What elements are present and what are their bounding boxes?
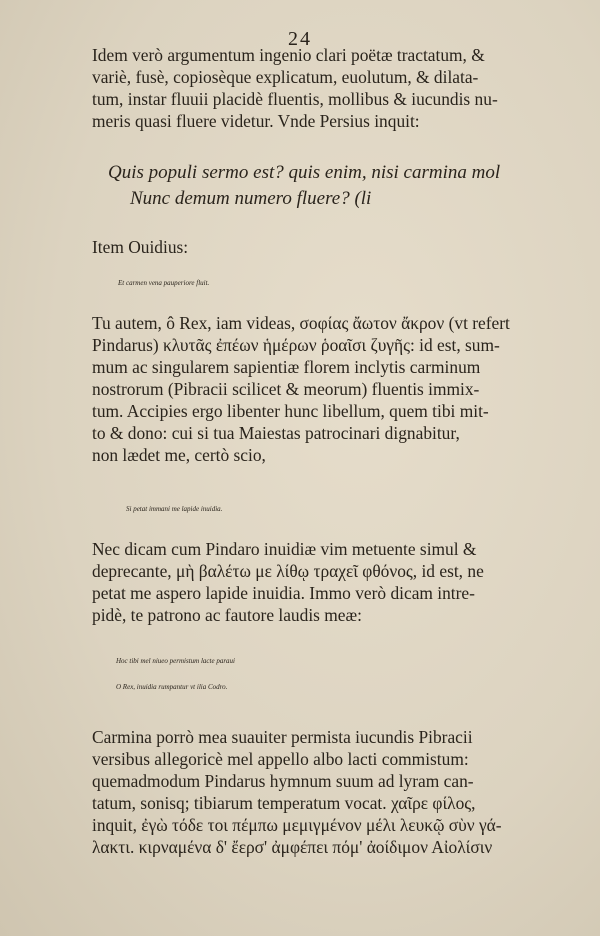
- text-line: tatum, sonisq; tibiarum temperatum vocat. χαῖρε φίλος,: [92, 793, 476, 813]
- text-line: variè, fusè, copiosèque explicatum, euolutum, & dilata-: [92, 67, 479, 87]
- quote-persius: [108, 160, 588, 212]
- text-line: versibus allegoricè mel appello albo lacti commistum:: [92, 749, 469, 769]
- paragraph-2: [92, 312, 572, 466]
- quote-ovid: [118, 270, 598, 296]
- verse-line: Nunc demum numero fluere? (li: [130, 188, 372, 209]
- text-line: pidè, te patrono ac fautore laudis meæ:: [92, 605, 362, 625]
- text-line: λακτι. κιρναμένα δ' ἔερσ' ἀμφέπει πόμ' ἀοίδιμον Αἰολίσιν: [92, 837, 493, 857]
- quote-mel: [116, 648, 596, 700]
- paragraph-4: [92, 726, 572, 858]
- text-line: tum, instar fluuii placidè fluentis, mollibus & iucundis nu-: [92, 89, 498, 109]
- text-line: meris quasi fluere videtur. Vnde Persius inquit:: [92, 111, 420, 131]
- quote-inuidia: [126, 496, 600, 522]
- text-line: deprecante, μὴ βαλέτω με λίθῳ τραχεῖ φθόνος, id est, ne: [92, 561, 484, 581]
- text-line: Idem verò argumentum ingenio clari poëtæ tractatum, &: [92, 45, 485, 65]
- verse-line: O Rex, inuidia rumpantur vt ilia Codro.: [116, 683, 228, 691]
- text-line: nostrorum (Pibracii scilicet & meorum) fluentis immix-: [92, 379, 480, 399]
- text-line: Tu autem, ô Rex, iam videas, σοφίας ἄωτον ἄκρον (vt refert: [92, 313, 510, 333]
- text-line: to & dono: cui si tua Maiestas patrocinari dignabitur,: [92, 423, 460, 443]
- verse-line: Et carmen vena pauperiore fluit.: [118, 279, 210, 287]
- text-line: Carmina porrò mea suauiter permista iucundis Pibracii: [92, 727, 473, 747]
- verse-line: Quis populi sermo est? quis enim, nisi carmina mol: [108, 162, 501, 183]
- text-line: mum ac singularem sapientiæ florem inclytis carminum: [92, 357, 481, 377]
- text-line: non lædet me, certò scio,: [92, 445, 266, 465]
- text-line: inquit, ἐγὼ τόδε τοι πέμπω μεμιγμένον μέλι λευκῷ σὺν γά-: [92, 815, 502, 835]
- paragraph-3: [92, 538, 572, 626]
- text-line: petat me aspero lapide inuidia. Immo verò dicam intre-: [92, 583, 475, 603]
- text-line: quemadmodum Pindarus hymnum suum ad lyram can-: [92, 771, 474, 791]
- verse-line: Hoc tibi mel niueo permistum lacte paraui: [116, 657, 235, 665]
- verse-line: Si petat immani me lapide inuidia.: [126, 505, 223, 513]
- page-number: 24: [288, 28, 312, 50]
- heading-ovid: Item Ouidius:: [92, 237, 189, 257]
- text-line: Pindarus) κλυτᾶς ἐπέων ἡμέρων ῥοαῖσι ζυγῆς: id est, sum-: [92, 335, 500, 355]
- text-line: tum. Accipies ergo libenter hunc libellum, quem tibi mit-: [92, 401, 489, 421]
- text-line: Nec dicam cum Pindaro inuidiæ vim metuente simul &: [92, 539, 477, 559]
- paragraph-1: [92, 44, 572, 132]
